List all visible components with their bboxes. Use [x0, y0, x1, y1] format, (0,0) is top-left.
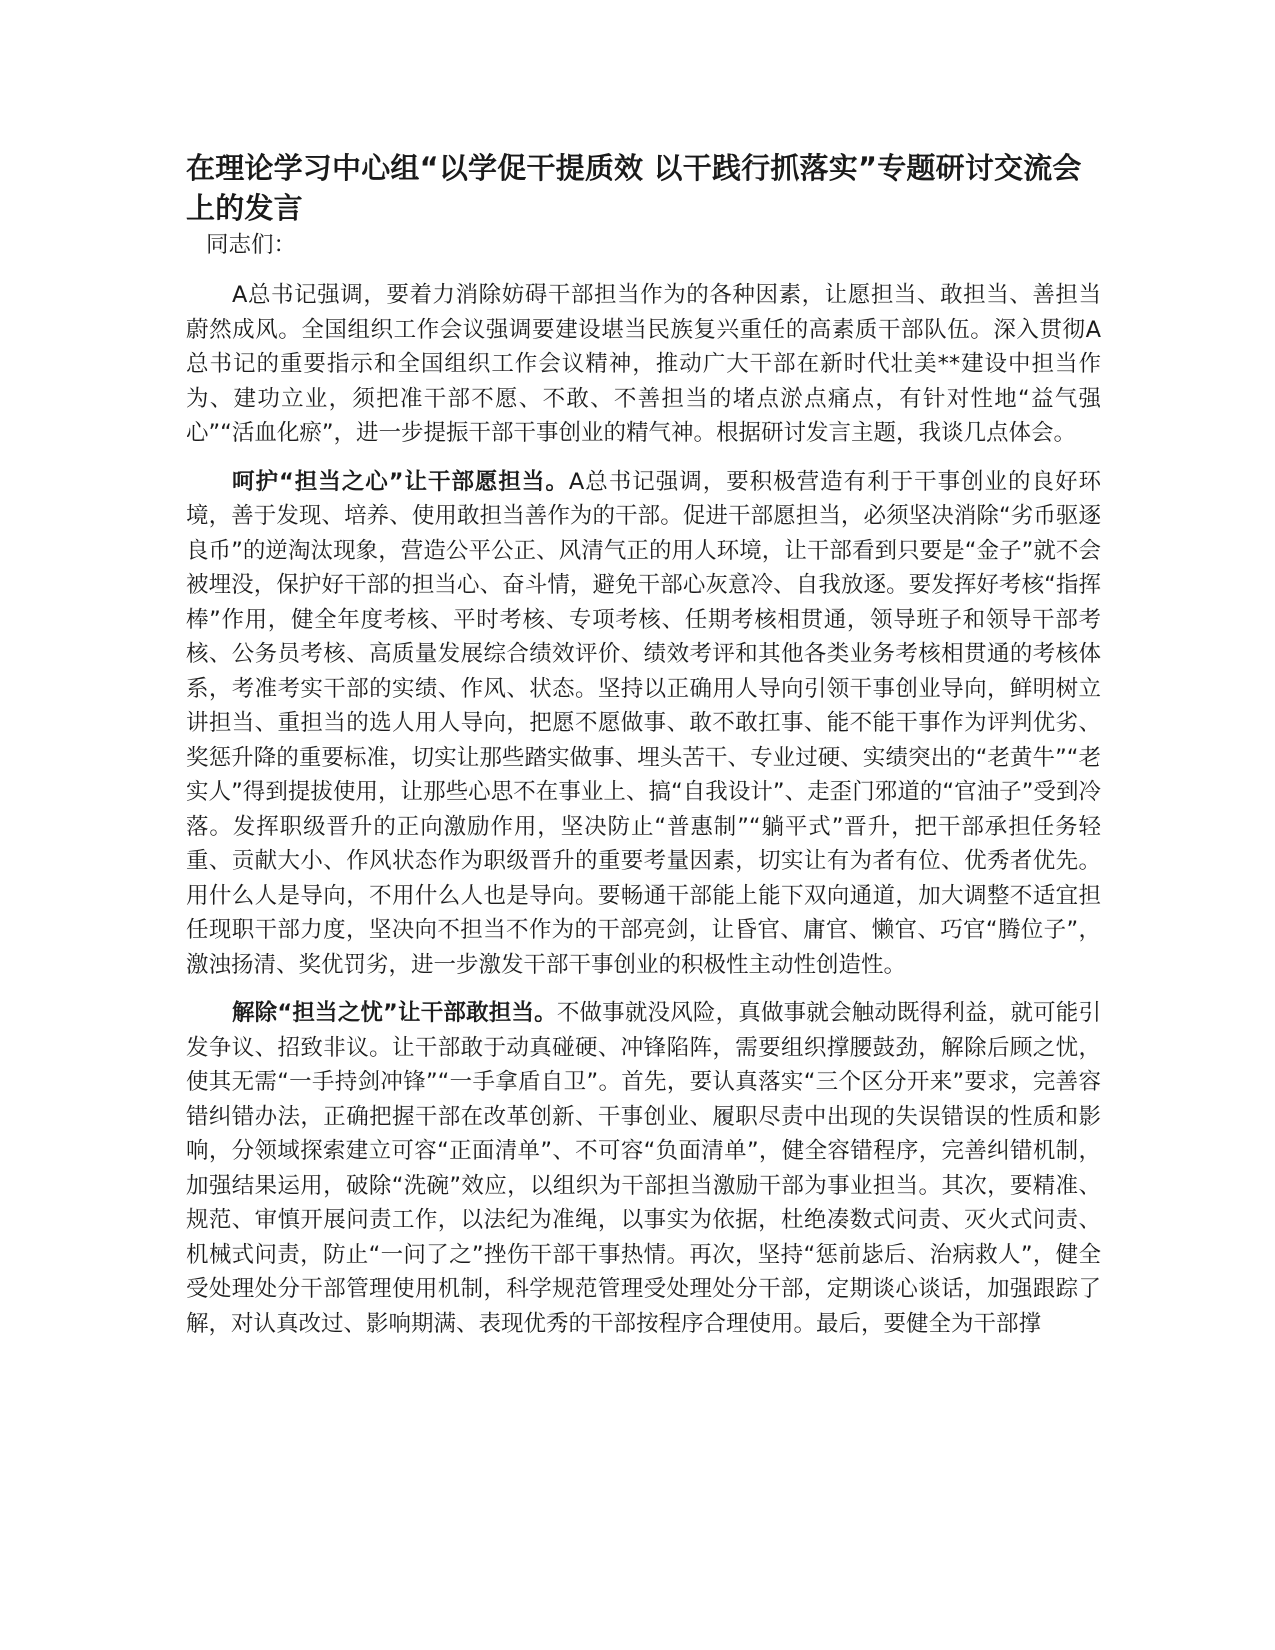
document-body — [186, 148, 1101, 1341]
paragraph-dare-to-take-responsibility — [186, 996, 1101, 1341]
document-title: 在理论学习中心组“以学促干提质效 以干践行抓落实”专题研讨交流会上的发言 — [186, 151, 1082, 225]
paragraph-text: A总书记强调，要积极营造有利于干事创业的良好环境，善于发现、培养、使用敢担当善作为的干部。促进干部愿担当，必须坚决消除“劣币驱逐良币”的逆淘汰现象，营造公平公正、风清气正的用人环境，让干部看到只要是“金子”就不会被埋没，保护好干部的担当心、奋斗情，避免干部心灰意冷、自我放逐。要发挥好考核“指挥棒”作用，健全年度考核、平时考核、专项考核、任期考核相贯通，领导班子和领导干部考核、公务员考核、高质量发展综合绩效评价、绩效考评和其他各类业务考核相贯通的考核体系，考准考实干部的实绩、作风、状态。坚持以正确用人导向引领干事创业导向，鲜明树立讲担当、重担当的选人用人导向，把愿不愿做事、敢不敢扛事、能不能干事作为评判优劣、奖惩升降的重要标准，切实让那些踏实做事、埋头苦干、专业过硬、实绩突出的“老黄牛”“老实人”得到提拔使用，让那些心思不在事业上、搞“自我设计”、走歪门邪道的“官油子”受到冷落。发挥职级晋升的正向激励作用，坚决防止“普惠制”“躺平式”晋升，把干部承担任务轻重、贡献大小、作风状态作为职级晋升的重要考量因素，切实让有为者有位、优秀者优先。用什么人是导向，不用什么人也是导向。要畅通干部能上能下双向通道，加大调整不适宜担任现职干部力度，坚决向不担当不作为的干部亮剑，让昏官、庸官、懒官、巧官“腾位子”，激浊扬清、奖优罚劣，进一步激发干部干事创业的积极性主动性创造性。 — [186, 468, 1101, 978]
paragraph-lead: 解除“担当之忧”让干部敢担当。 — [232, 1000, 557, 1026]
paragraph-lead: 呵护“担当之心”让干部愿担当。 — [232, 468, 569, 495]
salutation: 同志们： — [206, 232, 297, 258]
paragraph-text: 不做事就没风险，真做事就会触动既得利益，就可能引发争议、招致非议。让干部敢于动真碰硬、冲锋陷阵，需要组织撑腰鼓劲，解除后顾之忧，使其无需“一手持剑冲锋”“一手拿盾自卫”。首先，要认真落实“三个区分开来”要求，完善容错纠错办法，正确把握干部在改革创新、干事创业、履职尽责中出现的失误错误的性质和影响，分领域探索建立可容“正面清单”、不可容“负面清单”，健全容错程序，完善纠错机制，加强结果运用，破除“洗碗”效应，以组织为干部担当激励干部为事业担当。其次，要精准、规范、审慎开展问责工作，以法纪为准绳，以事实为依据，杜绝凑数式问责、灭火式问责、机械式问责，防止“一问了之”挫伤干部干事热情。再次，坚持“惩前毖后、治病救人”，健全受处理处分干部管理使用机制，科学规范管理受处理处分干部，定期谈心谈话，加强跟踪了解，对认真改过、影响期满、表现优秀的干部按程序合理使用。最后，要健全为干部撑 — [186, 1000, 1101, 1337]
paragraph-willing-to-take-responsibility — [186, 465, 1101, 983]
paragraph-intro — [186, 278, 1101, 451]
paragraph-text: A总书记强调，要着力消除妨碍干部担当作为的各种因素，让愿担当、敢担当、善担当蔚然成风。全国组织工作会议强调要建设堪当民族复兴重任的高素质干部队伍。深入贯彻A总书记的重要指示和全国组织工作会议精神，推动广大干部在新时代壮美**建设中担当作为、建功立业，须把准干部不愿、不敢、不善担当的堵点淤点痛点，有针对性地“益气强心”“活血化瘀”，进一步提振干部干事创业的精气神。根据研讨发言主题，我谈几点体会。 — [186, 282, 1101, 446]
